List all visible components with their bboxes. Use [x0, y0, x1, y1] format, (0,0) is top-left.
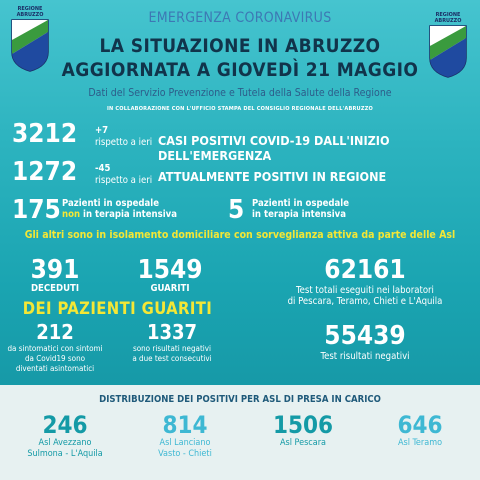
asl-label-line1: Asl Teramo	[397, 438, 443, 448]
hospital-icu-line2: in terapia intensiva	[252, 209, 346, 220]
recovered-breakdown-title: DEI PAZIENTI GUARITI	[22, 299, 213, 318]
crest-label-bottom-right: ABRUZZO	[434, 18, 462, 24]
currently-positive-delta-note: rispetto a ieri	[95, 175, 153, 186]
collaboration-note: IN COLLABORAZIONE CON L'UFFICIO STAMPA DEL CONSIGLIO REGIONALE DELL'ABRUZZO	[106, 106, 374, 112]
total-cases-delta-note: rispetto a ieri	[95, 137, 153, 148]
negative-line1: sono risultati negativi	[132, 344, 212, 353]
abruzzo-crest-icon	[428, 24, 468, 78]
asl-label-line1: Asl Avezzano	[38, 438, 92, 448]
title-line-2: AGGIORNATA A GIOVEDÌ 21 MAGGIO	[61, 59, 419, 81]
title-line-1: LA SITUAZIONE IN ABRUZZO	[99, 35, 381, 57]
asl-label-line2: Sulmona - L'Aquila	[27, 449, 103, 459]
asl-item	[258, 412, 348, 449]
asymptomatic-value: 212	[36, 320, 74, 344]
asl-value: 246	[42, 411, 88, 439]
tests-total-value: 62161	[324, 255, 406, 285]
negative-description	[122, 344, 222, 364]
asymptomatic-line1: da sintomatici con sintomi	[7, 344, 103, 353]
asl-label-line1: Asl Pescara	[279, 438, 327, 448]
header-top-label: EMERGENZA CORONAVIRUS	[148, 10, 332, 26]
asl-value: 1506	[272, 411, 334, 439]
asymptomatic-line2: da Covid19 sono	[24, 354, 86, 363]
left-crest	[10, 6, 50, 76]
crest-label-bottom: ABRUZZO	[16, 12, 44, 18]
home-isolation-note: Gli altri sono in isolamento domiciliare con sorveglianza attiva da parte delle Asl	[24, 229, 456, 241]
asl-distribution-panel	[0, 385, 480, 480]
recovered-value: 1549	[137, 255, 203, 285]
asl-label-line2: Vasto - Chieti	[158, 449, 212, 459]
total-cases-value: 3212	[12, 119, 78, 149]
currently-positive-delta: -45	[95, 163, 111, 174]
tests-total-line1: Test totali eseguiti nei laboratori	[296, 285, 434, 296]
hospital-icu-value: 5	[228, 195, 245, 225]
tests-negative-value: 55439	[324, 321, 406, 351]
recovered-label: GUARITI	[150, 283, 190, 294]
subtitle: Dati del Servizio Prevenzione e Tutela della Salute della Regione	[88, 87, 392, 99]
asl-value: 814	[162, 411, 208, 439]
deaths-label: DECEDUTI	[30, 283, 80, 294]
hospital-icu-line1: Pazienti in ospedale	[252, 198, 350, 209]
asymptomatic-line3: diventati asintomatici	[15, 364, 95, 373]
deaths-value: 391	[30, 255, 80, 285]
hospital-non-icu-line2-rest: in terapia intensiva	[80, 209, 177, 220]
hospital-non-icu-value: 175	[12, 195, 61, 225]
abruzzo-crest-icon	[10, 18, 50, 72]
crest-label-top-right: REGIONE	[435, 12, 461, 18]
total-cases-label: CASI POSITIVI COVID-19 DALL'INIZIO DELL'EMERGENZA	[158, 133, 390, 163]
asl-item	[140, 412, 230, 460]
negative-value: 1337	[146, 320, 198, 344]
non-highlight: non	[62, 209, 81, 220]
tests-negative-label: Test risultati negativi	[320, 351, 410, 362]
asl-distribution-title: DISTRIBUZIONE DEI POSITIVI PER ASL DI PRESA IN CARICO	[99, 394, 381, 405]
currently-positive-value: 1272	[12, 157, 78, 187]
asymptomatic-description	[0, 344, 110, 374]
currently-positive-label: ATTUALMENTE POSITIVI IN REGIONE	[158, 169, 387, 184]
right-crest	[428, 12, 468, 82]
asl-label-line1: Asl Lanciano	[159, 438, 211, 448]
asl-item	[20, 412, 110, 460]
asl-value: 646	[397, 411, 443, 439]
tests-total-line2: di Pescara, Teramo, Chieti e L'Aquila	[287, 296, 443, 307]
hospital-non-icu-line2	[62, 210, 177, 221]
total-cases-delta: +7	[95, 125, 109, 136]
tests-total-description	[260, 285, 470, 307]
negative-line2: a due test consecutivi	[132, 354, 212, 363]
crest-label-top: REGIONE	[17, 6, 43, 12]
hospital-non-icu-line1: Pazienti in ospedale	[62, 198, 160, 209]
asl-item	[380, 412, 460, 449]
